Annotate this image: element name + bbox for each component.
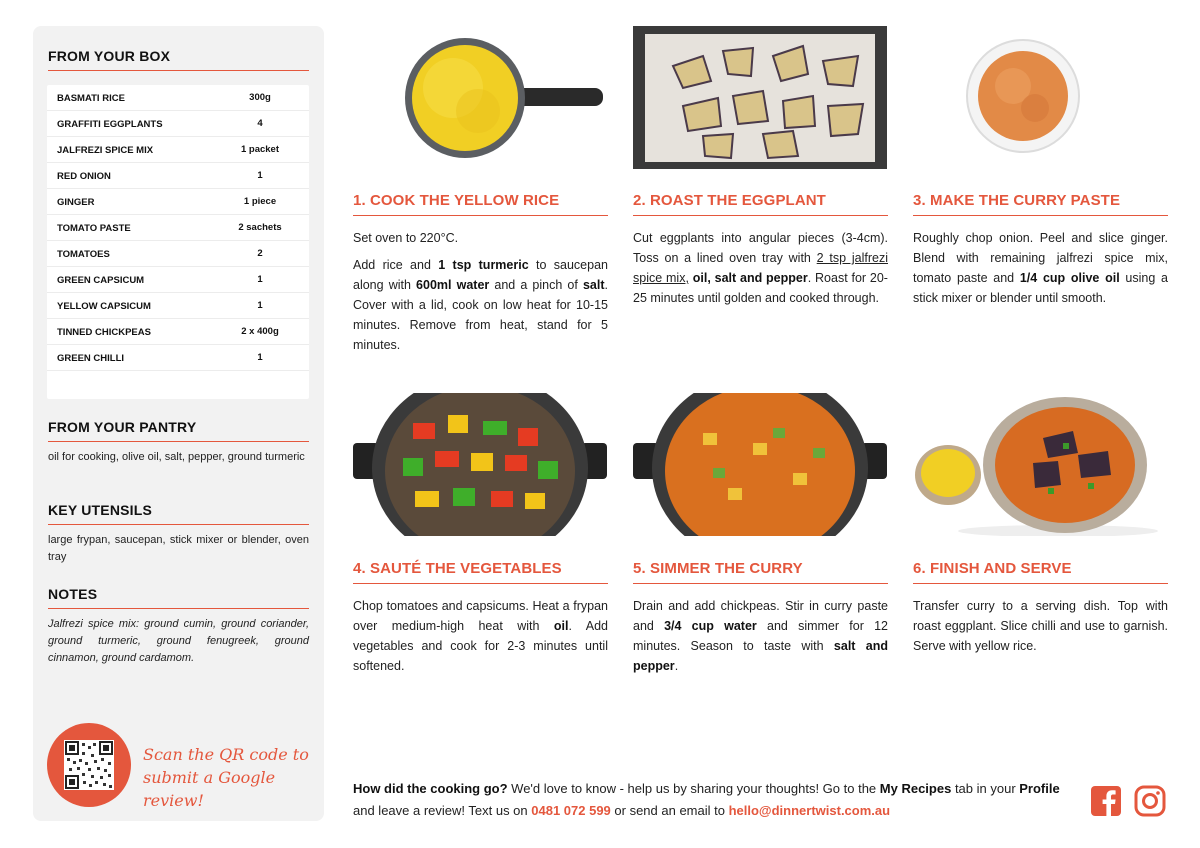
- table-row: [47, 267, 309, 293]
- step-2-title: 2. ROAST THE EGGPLANT: [633, 192, 888, 216]
- pantry-text: oil for cooking, olive oil, salt, pepper, ground turmeric: [48, 451, 305, 463]
- qr-code-icon[interactable]: [64, 740, 114, 790]
- ingredient-name: TOMATOES: [57, 249, 110, 260]
- table-row: [47, 345, 309, 371]
- table-row: [47, 137, 309, 163]
- my-recipes-link[interactable]: My Recipes: [879, 781, 952, 796]
- ingredient-qty: 1: [257, 352, 263, 363]
- step-6-body: [913, 596, 1168, 663]
- step-5-body: [633, 596, 888, 683]
- step-1-paragraph: Add rice and 1 tsp turmeric to saucepan along with 600ml water and a pinch of salt. Cover with a lid, cook on low heat for 10-15 minutes. Remove from heat, stand for 5 minutes.: [353, 258, 608, 352]
- table-row: [47, 163, 309, 189]
- qr-caption-line: Scan the QR code to: [143, 745, 309, 764]
- email-link[interactable]: hello@dinnertwist.com.au: [728, 803, 891, 818]
- step-1-paragraph: Set oven to 220°C.: [353, 231, 459, 245]
- step-3-body: [913, 228, 1168, 315]
- facebook-icon[interactable]: [1090, 785, 1122, 817]
- sidebar: [33, 26, 324, 821]
- step-5-image: [633, 393, 887, 536]
- ingredient-name: GREEN CHILLI: [57, 353, 125, 364]
- footer-question: How did the cooking go?: [353, 781, 508, 796]
- step-3-image: [913, 26, 1167, 169]
- qr-caption: [143, 743, 313, 812]
- step-4-body: [353, 596, 608, 683]
- phone-link[interactable]: 0481 072 599: [531, 803, 611, 818]
- table-row: [47, 241, 309, 267]
- notes-heading: NOTES: [48, 586, 309, 609]
- from-your-pantry-heading: FROM YOUR PANTRY: [48, 419, 309, 442]
- utensils-text: large frypan, saucepan, stick mixer or blender, oven tray: [48, 534, 309, 563]
- step-4-title: 4. SAUTÉ THE VEGETABLES: [353, 560, 608, 584]
- ingredient-qty: 300g: [249, 92, 271, 103]
- ingredient-qty: 2 x 400g: [241, 326, 279, 337]
- ingredient-qty: 1: [257, 300, 263, 311]
- from-your-box-heading: FROM YOUR BOX: [48, 48, 309, 71]
- ingredient-qty: 4: [257, 118, 263, 129]
- table-row: [47, 215, 309, 241]
- instagram-icon[interactable]: [1134, 785, 1166, 817]
- key-utensils-heading: KEY UTENSILS: [48, 502, 309, 525]
- ingredient-name: TOMATO PASTE: [57, 223, 131, 234]
- ingredient-name: RED ONION: [57, 171, 111, 182]
- ingredient-qty: 1 packet: [240, 144, 280, 155]
- qr-badge: [47, 723, 131, 807]
- profile-link[interactable]: Profile: [1019, 781, 1060, 796]
- table-row: [47, 189, 309, 215]
- table-row: [47, 85, 309, 111]
- step-2-paragraph: Cut eggplants into angular pieces (3-4cm). Toss on a lined oven tray with 2 tsp jalfrezi spice mix, oil, salt and pepper. Roast for 20-25 minutes until golden and cooked through.: [633, 231, 888, 305]
- step-4-paragraph: Chop tomatoes and capsicums. Heat a frypan over medium-high heat with oil. Add vegetables and cook for 2-3 minutes until softened.: [353, 599, 608, 673]
- step-2-body: [633, 228, 888, 315]
- step-3-paragraph: Roughly chop onion. Peel and slice ginger. Blend with remaining jalfrezi spice mix, tomato paste and 1/4 cup olive oil using a stick mixer or blender until smooth.: [913, 231, 1168, 305]
- step-1-image: [353, 26, 607, 169]
- step-5-title: 5. SIMMER THE CURRY: [633, 560, 888, 584]
- table-row: [47, 293, 309, 319]
- step-6-image: [913, 393, 1167, 536]
- review-footer: How did the cooking go? We'd love to know - help us by sharing your thoughts! Go to the My Recipes tab in your Profile and leave a review! Text us on 0481 072 599 or send an email to hello@dinnertwist.com.au: [353, 781, 1060, 818]
- ingredient-qty: 2: [257, 248, 263, 259]
- step-1-body: [353, 228, 608, 362]
- table-row: [47, 319, 309, 345]
- ingredient-qty: 1: [257, 274, 263, 285]
- ingredients-table: [47, 85, 309, 399]
- ingredient-qty: 2 sachets: [238, 222, 282, 233]
- ingredient-name: TINNED CHICKPEAS: [57, 327, 151, 338]
- notes-text: Jalfrezi spice mix: ground cumin, ground coriander, ground turmeric, ground fenugreek, ground cinnamon, ground cardamom.: [48, 618, 309, 664]
- step-1-title: 1. COOK THE YELLOW RICE: [353, 192, 608, 216]
- table-row: [47, 111, 309, 137]
- step-4-image: [353, 393, 607, 536]
- step-6-paragraph: Transfer curry to a serving dish. Top with roast eggplant. Slice chilli and use to garnish. Serve with yellow rice.: [913, 599, 1168, 653]
- ingredient-name: BASMATI RICE: [57, 93, 125, 104]
- ingredient-name: JALFREZI SPICE MIX: [57, 145, 154, 156]
- ingredient-name: YELLOW CAPSICUM: [57, 301, 151, 312]
- ingredient-qty: 1: [257, 170, 263, 181]
- ingredient-name: GINGER: [57, 197, 95, 208]
- ingredient-name: GREEN CAPSICUM: [57, 275, 145, 286]
- step-3-title: 3. MAKE THE CURRY PASTE: [913, 192, 1168, 216]
- step-5-paragraph: Drain and add chickpeas. Stir in curry paste and 3/4 cup water and simmer for 12 minutes. Season to taste with salt and pepper.: [633, 599, 888, 673]
- step-2-image: [633, 26, 887, 169]
- ingredient-qty: 1 piece: [243, 196, 277, 207]
- step-6-title: 6. FINISH AND SERVE: [913, 560, 1168, 584]
- ingredient-name: GRAFFITI EGGPLANTS: [57, 119, 163, 130]
- qr-caption-line: submit a Google review!: [143, 768, 276, 810]
